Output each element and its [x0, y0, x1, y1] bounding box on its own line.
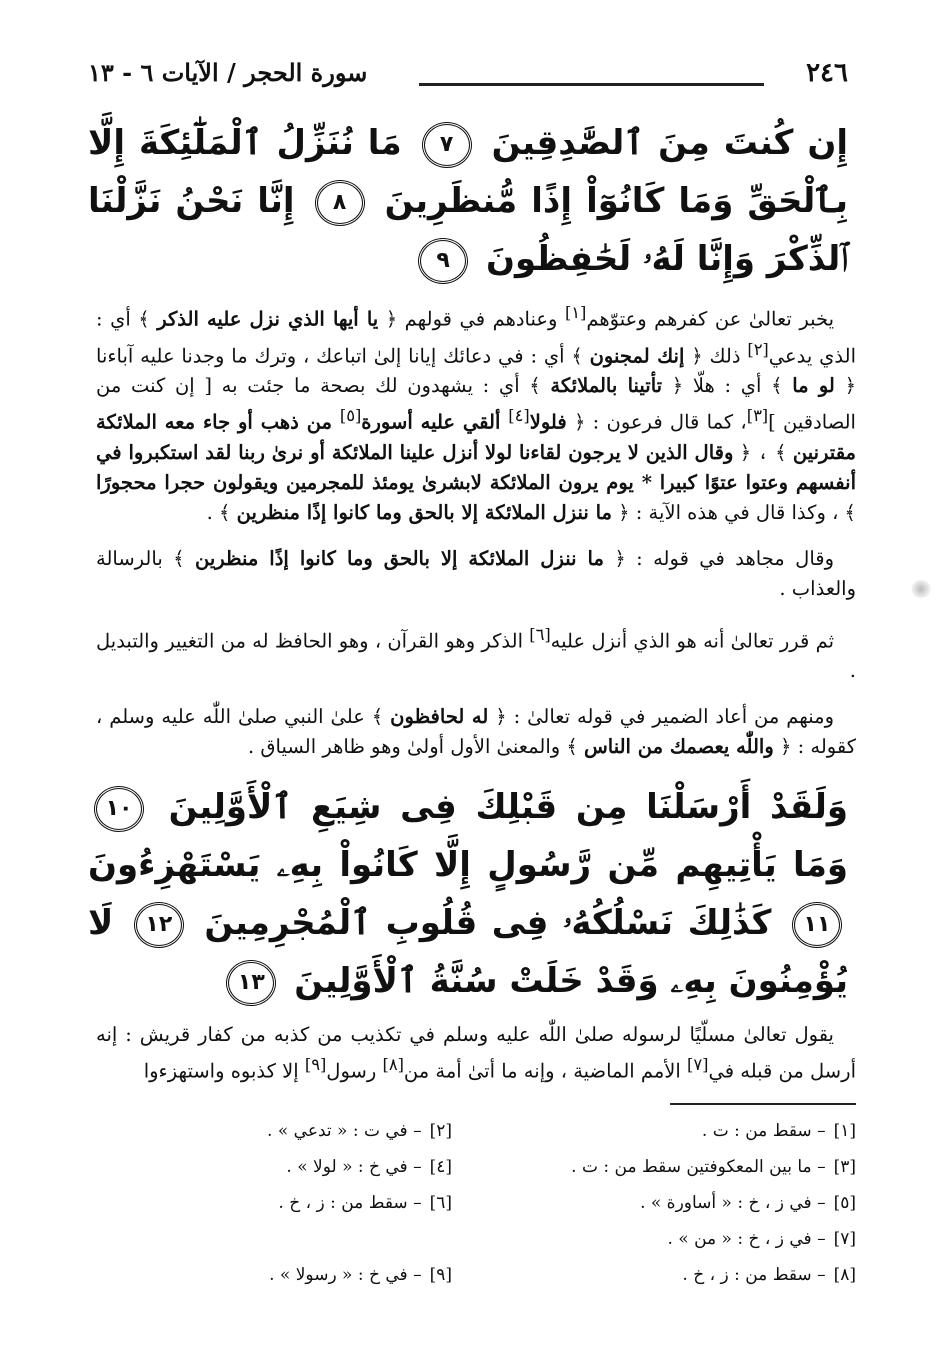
text: ﴾ ، وكذا قال في هذه الآية : ﴿ [611, 500, 856, 524]
running-title: سورة الحجر / الآيات ٦ - ١٣ [88, 58, 368, 87]
quote-bold: يا أيها الذي نزل عليه الذكر [157, 307, 379, 331]
quote-bold: ما ننزل الملائكة إلا بالحق وما كانوا إذًا منظرين [194, 546, 604, 570]
quote-bold: له لحافظون [390, 705, 489, 728]
quote-bold: واللّٰه يعصمك من الناس [583, 735, 774, 758]
footnote-text: – ما بين المعكوفتين سقط من : ت . [571, 1156, 826, 1177]
footnote-1 [492, 1119, 856, 1143]
text: وقال مجاهد في قوله : ﴿ [603, 546, 834, 570]
commentary-paragraph-5 [96, 1020, 856, 1087]
quote-bold: من ذهب أو جاء معه الملائكة مقترنين [96, 410, 856, 464]
footnote-9 [88, 1263, 452, 1287]
footnote-ref: [٩] [304, 1055, 327, 1074]
verse-number-12: ١٢ [134, 902, 184, 948]
footnote-text: – سقط من : ت . [701, 1120, 826, 1141]
text: ثم قرر تعالىٰ أنه هو الذي أنزل عليه [550, 629, 834, 652]
header-rule [419, 83, 764, 86]
footnote-6 [88, 1191, 452, 1215]
quote-bold: لو ما [792, 374, 835, 397]
verse-text: وَمَا يَأْتِيهِم مِّن رَّسُولٍ إِلَّا كَانُواْ بِهِۦ يَسْتَهْزِءُونَ [88, 845, 848, 885]
footnote-5 [492, 1191, 856, 1215]
verse-text: مُّنظَرِينَ [384, 181, 518, 221]
footnote-number: [٢] [429, 1120, 452, 1141]
footnote-7 [492, 1227, 856, 1251]
text: ﴾ . [206, 500, 237, 524]
footnote-text: – في ز ، خ : « من » . [667, 1228, 826, 1249]
quote-bold: ألقي عليه أسورة [361, 410, 509, 434]
text: ﴾ أي : هلّا ﴿ [662, 374, 793, 397]
verse-number-13: ١٣ [226, 960, 276, 1006]
commentary-paragraph-3 [96, 620, 856, 687]
text: رسول [326, 1059, 383, 1083]
text: ﴾ أي : في دعائك إيانا إلىٰ اتباعك ، وترك ما وجدنا عليه آباءنا ﴿ [96, 344, 856, 397]
footnote-text: – سقط من : ز ، خ . [278, 1192, 422, 1213]
footnote-number: [٥] [833, 1192, 856, 1213]
quote-bold: إنك لمجنون [589, 344, 685, 367]
footnote-3 [492, 1155, 856, 1179]
text: ﴾ أي : يشهدون لك بصحة ما جئت به [ إن كنت من الصادقين ] [96, 374, 856, 434]
verse-text: لَا يُؤْمِنُونَ بِهِۦ وَقَدْ خَلَتْ سُنَّةُ ٱلْأَوَّلِينَ [88, 903, 848, 1001]
footnote-number: [٩] [429, 1264, 452, 1285]
text: ذلك ﴿ [684, 344, 748, 367]
verse-text: كَذَٰلِكَ نَسْلُكُهُۥ فِى قُلُوبِ ٱلْمُجْرِمِينَ [204, 903, 772, 943]
footnote-ref: [٤] [508, 406, 530, 425]
verse-number-9: ٩ [418, 238, 468, 284]
verse-number-7: ٧ [422, 122, 472, 168]
verse-number-10: ١٠ [94, 786, 144, 832]
footnote-ref: [٣] [746, 406, 769, 425]
text: إلا كذبوه واستهزءوا [143, 1059, 305, 1083]
footnote-4 [88, 1155, 452, 1179]
text: الذكر وهو القرآن ، وهو الحافظ له من التغيير والتبديل . [96, 629, 856, 682]
text: يقول تعالىٰ مسلّيًا لرسوله صلىٰ اللّٰه عليه وسلم في تكذيب من كذبه من كفار قريش : إنه أرسل من قبله في [96, 1023, 856, 1083]
footnote-number: [٣] [833, 1156, 856, 1177]
footnote-number: [٨] [833, 1264, 856, 1285]
book-page [88, 52, 856, 1332]
quote-bold: ما ننزل الملائكة إلا بالحق وما كانوا إذًا منظرين [236, 500, 612, 524]
footnote-ref: [١] [564, 303, 587, 322]
footnote-number: [٦] [429, 1192, 452, 1213]
footnote-text: – في ت : « تدعي » . [267, 1120, 422, 1141]
footnote-ref: [٥] [339, 406, 362, 425]
footnote-number: [١] [833, 1120, 856, 1141]
page-header [88, 52, 856, 102]
text: ﴾ والمعنىٰ الأول أولىٰ وهو ظاهر السياق . [248, 735, 584, 758]
footnote-text: – في ز ، خ : « أساورة » . [640, 1192, 826, 1213]
scan-smudge [910, 580, 932, 598]
text: وعنادهم في قولهم ﴿ [378, 307, 565, 331]
quran-verse-block-1 [88, 114, 848, 288]
footnote-ref: [٦] [529, 624, 551, 644]
quote-bold: تأتينا بالملائكة [550, 374, 663, 397]
text: يخبر تعالىٰ عن كفرهم وعتوّهم [586, 307, 834, 331]
text: ، كما قال فرعون : ﴿ [566, 410, 747, 434]
commentary-paragraph-2 [96, 544, 856, 604]
footnote-text: – في خ : « رسولا » . [269, 1264, 422, 1285]
footnote-8 [492, 1263, 856, 1287]
footnote-ref: [٨] [382, 1055, 404, 1074]
text: ومنهم من أعاد الضمير في قوله تعالىٰ : ﴿ [488, 705, 835, 728]
footnote-number: [٤] [429, 1156, 452, 1177]
verse-number-11: ١١ [792, 902, 842, 948]
verse-text: إِن كُنتَ مِنَ ٱلصَّٰدِقِينَ [491, 123, 848, 163]
footnote-2 [88, 1119, 452, 1143]
footnote-text: – سقط من : ز ، خ . [682, 1264, 826, 1285]
footnotes [88, 1119, 856, 1287]
footnote-number: [٧] [833, 1228, 856, 1249]
text: ﴾ علىٰ النبي صلىٰ اللّٰه عليه وسلم ، كقوله : ﴿ [96, 705, 856, 758]
page-number: ٢٤٦ [806, 58, 848, 88]
verse-number-8: ٨ [315, 180, 365, 226]
quran-verse-block-2 [88, 778, 848, 1010]
text: الأمم الماضية ، وإنه ما أتىٰ أمة من [403, 1059, 688, 1083]
verse-text: مَا نُنَزِّلُ ٱلْمَلَٰٓئِكَةَ إِلَّا بِٱلْحَقِّ وَمَا كَانُوٓاْ إِذًا [88, 123, 849, 221]
commentary-paragraph-1 [96, 298, 856, 528]
footnote-text: – في خ : « لولا » . [286, 1156, 422, 1177]
footnote-ref: [٧] [687, 1055, 709, 1074]
quote-bold: فلولا [529, 410, 567, 434]
text: ﴾ بالرسالة والعذاب . [96, 546, 856, 600]
footnote-ref: [٢] [747, 339, 769, 359]
quote-bold: وقال الذين لا يرجون لقاءنا لولا أنزل علينا الملائكة أو نرىٰ ربنا لقد استكبروا في أنفسهم وعتوا عتوًا كبيرا * يوم يرون الملائكة لابشرىٰ يومئذ للمجرمين ويقولون حجرا محجورًا [96, 440, 856, 494]
footnote-empty [88, 1227, 452, 1251]
footnote-separator [670, 1103, 856, 1105]
commentary-paragraph-4 [96, 702, 856, 762]
text: ﴾ أي : الذي يدعي [96, 307, 856, 367]
verse-text: وَلَقَدْ أَرْسَلْنَا مِن قَبْلِكَ فِى شِيَعِ ٱلْأَوَّلِينَ [168, 787, 848, 827]
verse-text: إِنَّا نَحْنُ نَزَّلْنَا ٱلذِّكْرَ وَإِنَّا لَهُۥ لَحَٰفِظُونَ [88, 181, 848, 279]
text: ﴾ ، ﴿ [733, 440, 793, 464]
